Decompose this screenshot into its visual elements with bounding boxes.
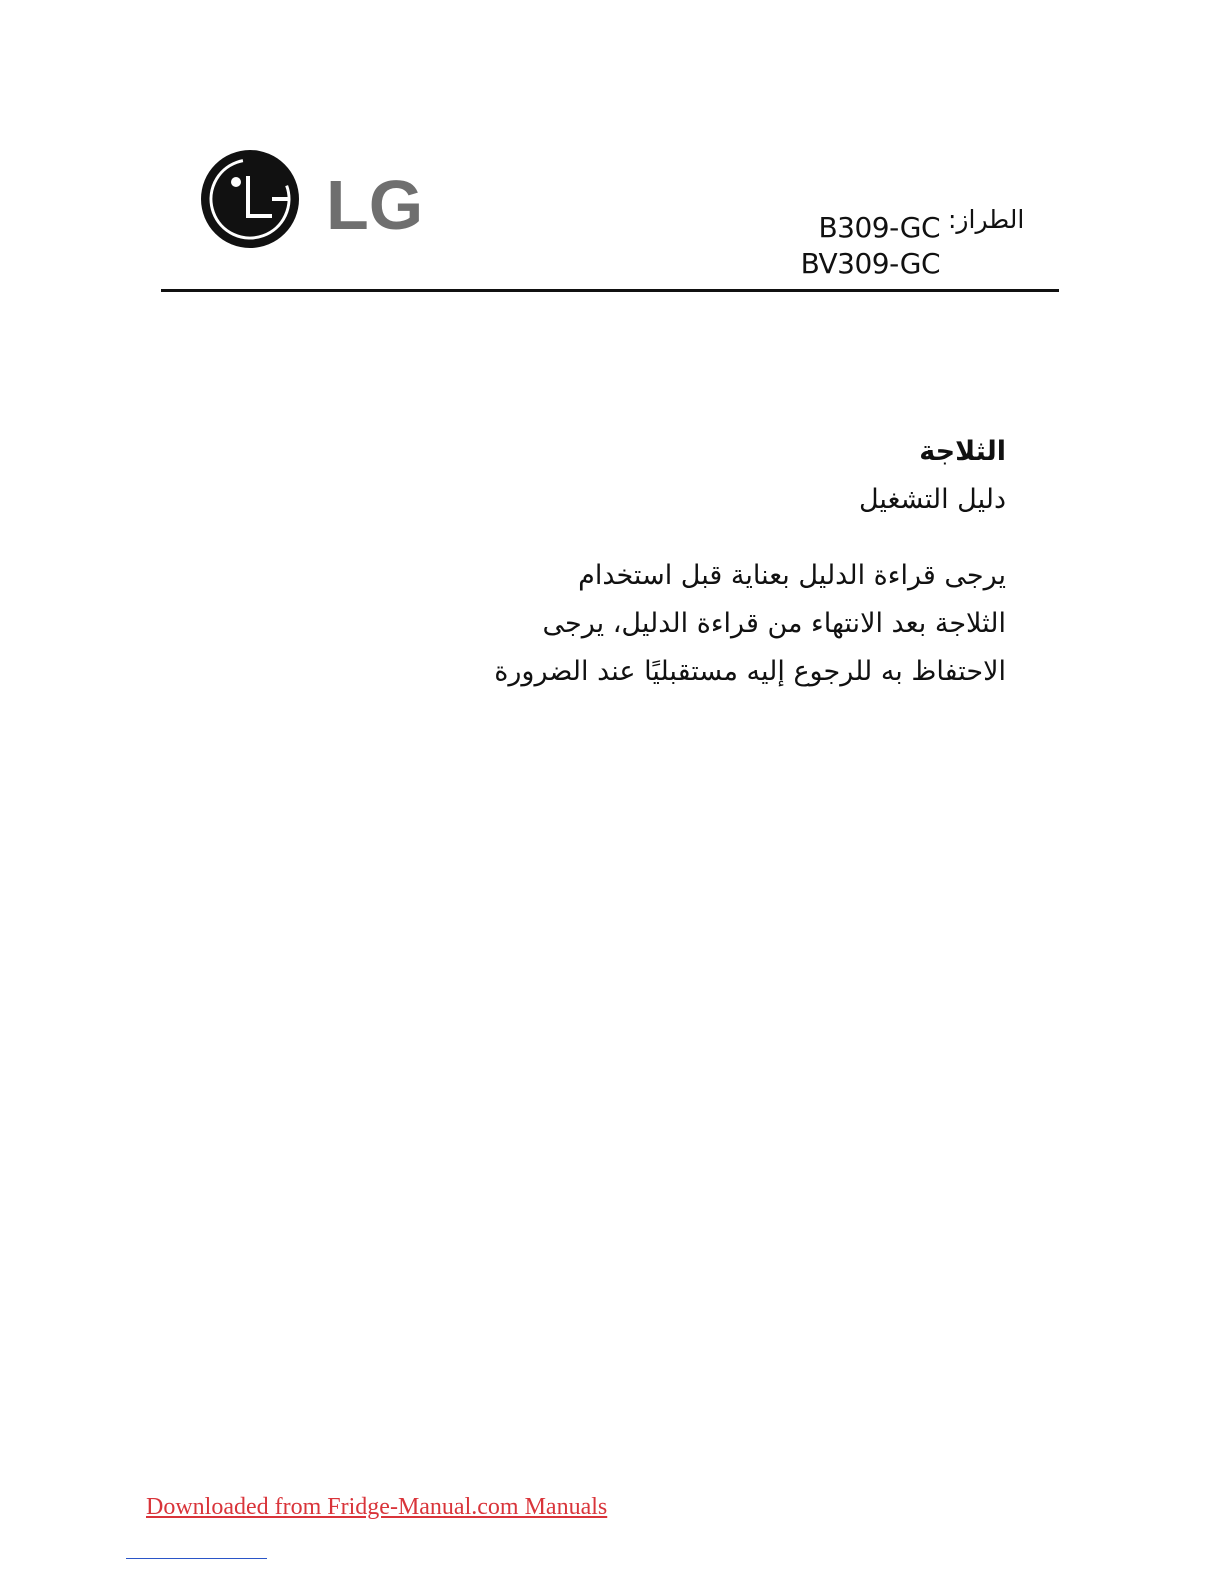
footer-divider — [126, 1558, 267, 1559]
document-body — [386, 430, 1006, 696]
model-number: BV309-GC — [800, 247, 940, 280]
document-title: دليل التشغيل — [858, 484, 1006, 515]
notice-line: الثلاجة بعد الانتهاء من قراءة الدليل، يرجى — [542, 608, 1006, 639]
header-divider — [161, 289, 1059, 292]
footer-download-link[interactable]: Downloaded from Fridge-Manual.com Manuals — [146, 1494, 608, 1520]
notice-paragraph — [386, 552, 1006, 696]
model-label: الطراز: — [948, 205, 1025, 234]
notice-line: يرجى قراءة الدليل بعناية قبل استخدام — [578, 560, 1006, 591]
lg-face-eye — [231, 177, 241, 187]
product-title: الثلاجة — [919, 436, 1006, 467]
lg-logo-graphic — [200, 148, 430, 250]
notice-line: الاحتفاظ به للرجوع إليه مستقبليًا عند الضرورة — [494, 656, 1006, 687]
model-number: B309-GC — [818, 211, 940, 244]
lg-wordmark: LG — [326, 166, 424, 244]
model-numbers — [801, 210, 940, 282]
lg-logo — [200, 148, 430, 250]
